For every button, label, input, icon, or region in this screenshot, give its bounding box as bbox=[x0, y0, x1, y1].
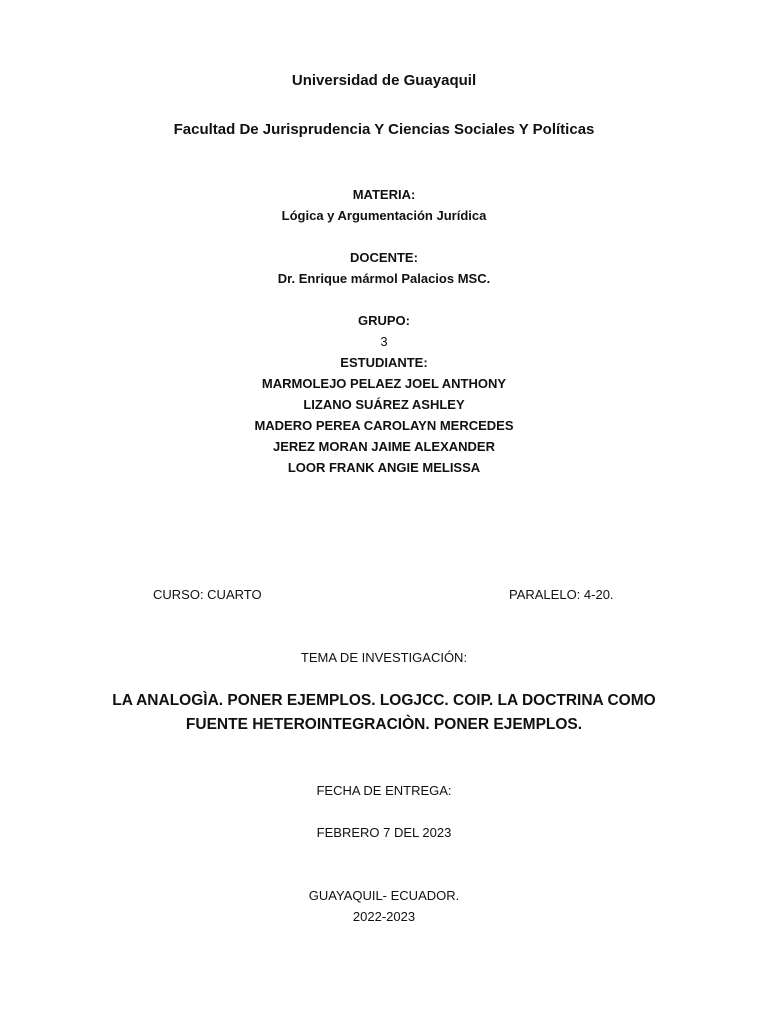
parallel-text: PARALELO: 4-20. bbox=[509, 587, 614, 602]
topic-line-2: FUENTE HETEROINTEGRACIÒN. PONER EJEMPLOS. bbox=[185, 716, 583, 733]
faculty-title: Facultad De Jurisprudencia Y Ciencias Sociales Y Políticas bbox=[173, 121, 595, 138]
students-label: ESTUDIANTE: bbox=[340, 355, 428, 370]
group-label: GRUPO: bbox=[358, 313, 410, 328]
student-name: MADERO PEREA CAROLAYN MERCEDES bbox=[254, 418, 514, 433]
topic-line-1: LA ANALOGÌA. PONER EJEMPLOS. LOGJCC. COIP. LA DOCTRINA COMO bbox=[112, 692, 656, 709]
subject-label: MATERIA: bbox=[352, 187, 416, 202]
student-name: LIZANO SUÁREZ ASHLEY bbox=[303, 397, 465, 412]
course-row bbox=[0, 587, 768, 603]
university-title: Universidad de Guayaquil bbox=[291, 72, 477, 89]
student-name: MARMOLEJO PELAEZ JOEL ANTHONY bbox=[261, 376, 507, 391]
subject-value: Lógica y Argumentación Jurídica bbox=[281, 208, 487, 223]
delivery-label: FECHA DE ENTREGA: bbox=[316, 783, 452, 798]
period-text: 2022-2023 bbox=[352, 909, 416, 924]
topic-label: TEMA DE INVESTIGACIÓN: bbox=[300, 650, 468, 665]
student-name: LOOR FRANK ANGIE MELISSA bbox=[287, 460, 481, 475]
place-text: GUAYAQUIL- ECUADOR. bbox=[308, 888, 460, 903]
delivery-date: FEBRERO 7 DEL 2023 bbox=[316, 825, 452, 840]
group-value: 3 bbox=[380, 334, 388, 349]
student-name: JEREZ MORAN JAIME ALEXANDER bbox=[273, 439, 495, 454]
teacher-label: DOCENTE: bbox=[350, 250, 418, 265]
course-text: CURSO: CUARTO bbox=[153, 587, 262, 602]
teacher-value: Dr. Enrique mármol Palacios MSC. bbox=[277, 271, 491, 286]
